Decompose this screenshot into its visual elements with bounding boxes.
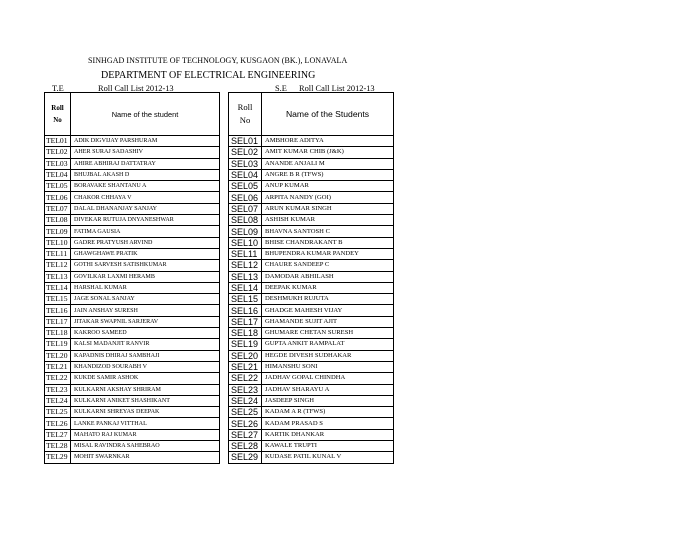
- se-name-cell: JADHAV SHARAYU A: [262, 384, 394, 395]
- te-name-cell: MAHATO RAJ KUMAR: [71, 429, 220, 440]
- se-name-cell: KAWALE TRUPTI: [262, 441, 394, 452]
- se-table-row: [229, 407, 394, 418]
- te-roll-cell: TEL27: [45, 429, 71, 440]
- se-table-row: [229, 339, 394, 350]
- te-table-row: [45, 237, 220, 248]
- se-table-row: [229, 395, 394, 406]
- se-roll-cell: SEL22: [229, 373, 262, 384]
- se-name-cell: ARPITA NANDY (GOI): [262, 192, 394, 203]
- te-table-row: [45, 407, 220, 418]
- te-table-row: [45, 136, 220, 147]
- se-name-cell: HEGDE DIVESH SUDHAKAR: [262, 350, 394, 361]
- se-name-cell: KADAM PRASAD S: [262, 418, 394, 429]
- te-roll-cell: TEL09: [45, 226, 71, 237]
- se-table-row: [229, 294, 394, 305]
- te-table-row: [45, 226, 220, 237]
- te-table-row: [45, 328, 220, 339]
- te-table-row: [45, 350, 220, 361]
- te-class-label: T.E: [52, 84, 64, 93]
- se-roll-cell: SEL21: [229, 361, 262, 372]
- se-name-cell: BHAVNA SANTOSH C: [262, 226, 394, 237]
- te-name-cell: AHER SURAJ SADASHIV: [71, 147, 220, 158]
- te-name-cell: JAIN ANSHAY SURESH: [71, 305, 220, 316]
- te-roll-cell: TEL12: [45, 260, 71, 271]
- se-roll-cell: SEL08: [229, 215, 262, 226]
- te-table-row: [45, 271, 220, 282]
- te-name-cell: GHAWGHAWE PRATIK: [71, 248, 220, 259]
- se-roll-cell: SEL18: [229, 328, 262, 339]
- se-name-cell: DAMODAR ABHILASH: [262, 271, 394, 282]
- te-name-cell: JAGE SONAL SANJAY: [71, 294, 220, 305]
- te-roll-cell: TEL16: [45, 305, 71, 316]
- se-name-cell: BHUPENDRA KUMAR PANDEY: [262, 248, 394, 259]
- te-table-row: [45, 282, 220, 293]
- se-roll-cell: SEL12: [229, 260, 262, 271]
- se-name-cell: ANUP KUMAR: [262, 181, 394, 192]
- se-table-row: [229, 361, 394, 372]
- te-roll-cell: TEL24: [45, 395, 71, 406]
- se-table-row: [229, 282, 394, 293]
- se-roll-cell: SEL05: [229, 181, 262, 192]
- se-roll-cell: SEL19: [229, 339, 262, 350]
- se-name-cell: KUDASE PATIL KUNAL V: [262, 452, 394, 463]
- te-name-cell: KHANDIZOD SOURABH V: [71, 361, 220, 372]
- te-name-cell: CHAKOR CHHAYA V: [71, 192, 220, 203]
- te-name-cell: DIVEKAR RUTUJA DNYANESHWAR: [71, 215, 220, 226]
- se-name-cell: GHUMARE CHETAN SURESH: [262, 328, 394, 339]
- se-table-row: [229, 158, 394, 169]
- te-name-header: Name of the student: [71, 93, 220, 136]
- te-roll-cell: TEL11: [45, 248, 71, 259]
- te-roll-cell: TEL05: [45, 181, 71, 192]
- te-table-row: [45, 373, 220, 384]
- se-roll-cell: SEL25: [229, 407, 262, 418]
- te-roll-cell: TEL23: [45, 384, 71, 395]
- se-table-row: [229, 181, 394, 192]
- te-roll-cell: TEL04: [45, 169, 71, 180]
- te-name-cell: HARSHAL KUMAR: [71, 282, 220, 293]
- te-table-row: [45, 158, 220, 169]
- se-name-cell: ARUN KUMAR SINGH: [262, 203, 394, 214]
- te-roll-cell: TEL10: [45, 237, 71, 248]
- department-name: DEPARTMENT OF ELECTRICAL ENGINEERING: [101, 70, 316, 81]
- te-roll-cell: TEL28: [45, 441, 71, 452]
- se-name-cell: CHAURE SANDEEP C: [262, 260, 394, 271]
- te-name-cell: ADIK DIGVIJAY PARSHURAM: [71, 136, 220, 147]
- te-name-cell: BHUJBAL AKASH D: [71, 169, 220, 180]
- te-name-cell: MISAL RAVINDRA SAHEBRAO: [71, 441, 220, 452]
- te-table-row: [45, 418, 220, 429]
- te-roll-cell: TEL07: [45, 203, 71, 214]
- te-table-row: [45, 215, 220, 226]
- te-name-cell: KULKARNI SHREYAS DEEPAK: [71, 407, 220, 418]
- te-roll-cell: TEL17: [45, 316, 71, 327]
- te-table-row: [45, 361, 220, 372]
- te-roll-cell: TEL02: [45, 147, 71, 158]
- te-table-row: [45, 441, 220, 452]
- se-roll-cell: SEL26: [229, 418, 262, 429]
- se-name-cell: JADHAV GOPAL CHINDHA: [262, 373, 394, 384]
- institute-name: SINHGAD INSTITUTE OF TECHNOLOGY, KUSGAON (BK.), LONAVALA: [88, 56, 348, 65]
- te-name-cell: FATIMA GAUSIA: [71, 226, 220, 237]
- se-class-label: S.E: [275, 84, 287, 93]
- te-name-cell: JITAKAR SWAPNIL SARJERAV: [71, 316, 220, 327]
- te-roll-cell: TEL22: [45, 373, 71, 384]
- se-roll-cell: SEL11: [229, 248, 262, 259]
- se-roll-cell: SEL24: [229, 395, 262, 406]
- se-table-row: [229, 260, 394, 271]
- se-roll-cell: SEL02: [229, 147, 262, 158]
- se-table-row: [229, 271, 394, 282]
- se-table-row: [229, 203, 394, 214]
- te-name-cell: KULKARNI AKSHAY SHRIRAM: [71, 384, 220, 395]
- te-name-cell: KAPADNIS DHIRAJ SAMBHAJI: [71, 350, 220, 361]
- te-roll-cell: TEL15: [45, 294, 71, 305]
- te-table-row: [45, 203, 220, 214]
- se-table-row: [229, 418, 394, 429]
- se-table-row: [229, 192, 394, 203]
- se-table-row: [229, 452, 394, 463]
- se-table-row: [229, 441, 394, 452]
- te-table-row: [45, 339, 220, 350]
- se-table-row: [229, 373, 394, 384]
- te-name-cell: MOHIT SWARNKAR: [71, 452, 220, 463]
- se-roll-cell: SEL10: [229, 237, 262, 248]
- te-roll-cell: TEL06: [45, 192, 71, 203]
- se-table-row: [229, 429, 394, 440]
- se-roll-table: [228, 92, 394, 464]
- te-table-row: [45, 248, 220, 259]
- te-table-row: [45, 169, 220, 180]
- se-name-cell: KARTIK DHANKAR: [262, 429, 394, 440]
- te-roll-cell: TEL08: [45, 215, 71, 226]
- te-roll-cell: TEL13: [45, 271, 71, 282]
- se-table-row: [229, 226, 394, 237]
- se-roll-cell: SEL01: [229, 136, 262, 147]
- te-roll-header: Roll No: [45, 93, 71, 136]
- se-roll-cell: SEL14: [229, 282, 262, 293]
- se-roll-cell: SEL17: [229, 316, 262, 327]
- se-name-cell: KADAM A R (TFWS): [262, 407, 394, 418]
- te-table-row: [45, 316, 220, 327]
- te-name-cell: AHIRE ABHIRAJ DATTATRAY: [71, 158, 220, 169]
- se-roll-cell: SEL15: [229, 294, 262, 305]
- se-name-cell: GUPTA ANKIT RAMPALAT: [262, 339, 394, 350]
- se-name-cell: BHISE CHANDRAKANT B: [262, 237, 394, 248]
- te-roll-table: [44, 92, 220, 464]
- se-name-cell: AMBHORE ADITYA: [262, 136, 394, 147]
- se-table-row: [229, 328, 394, 339]
- se-name-cell: ANANDE ANJALI M: [262, 158, 394, 169]
- te-list-title: Roll Call List 2012-13: [98, 84, 174, 93]
- te-table-row: [45, 452, 220, 463]
- te-roll-cell: TEL21: [45, 361, 71, 372]
- te-table-row: [45, 429, 220, 440]
- te-roll-cell: TEL03: [45, 158, 71, 169]
- te-table-row: [45, 294, 220, 305]
- se-name-header: Name of the Students: [262, 93, 394, 136]
- te-roll-cell: TEL20: [45, 350, 71, 361]
- se-name-cell: GHAMANDE SUJIT AJIT: [262, 316, 394, 327]
- se-table-row: [229, 215, 394, 226]
- te-table-row: [45, 260, 220, 271]
- se-name-cell: DESHMUKH RUJUTA: [262, 294, 394, 305]
- te-table-row: [45, 147, 220, 158]
- te-name-cell: GOTHI SARVESH SATISHKUMAR: [71, 260, 220, 271]
- te-roll-cell: TEL29: [45, 452, 71, 463]
- te-table-row: [45, 395, 220, 406]
- se-name-cell: GHADGE MAHESH VIJAY: [262, 305, 394, 316]
- se-table-row: [229, 169, 394, 180]
- te-name-cell: KUKDE SAMIR ASHOK: [71, 373, 220, 384]
- se-roll-cell: SEL29: [229, 452, 262, 463]
- se-roll-cell: SEL13: [229, 271, 262, 282]
- se-roll-cell: SEL16: [229, 305, 262, 316]
- se-table-row: [229, 316, 394, 327]
- se-roll-cell: SEL20: [229, 350, 262, 361]
- te-roll-cell: TEL18: [45, 328, 71, 339]
- se-roll-cell: SEL06: [229, 192, 262, 203]
- se-roll-header: Roll No: [229, 93, 262, 136]
- se-table-row: [229, 237, 394, 248]
- se-roll-cell: SEL28: [229, 441, 262, 452]
- te-roll-cell: TEL19: [45, 339, 71, 350]
- te-roll-cell: TEL25: [45, 407, 71, 418]
- te-table-row: [45, 192, 220, 203]
- se-table-row: [229, 136, 394, 147]
- se-table-row: [229, 305, 394, 316]
- te-name-cell: KALSI MADANJIT RANVIR: [71, 339, 220, 350]
- se-roll-cell: SEL04: [229, 169, 262, 180]
- se-name-cell: ASHISH KUMAR: [262, 215, 394, 226]
- se-roll-cell: SEL09: [229, 226, 262, 237]
- se-roll-cell: SEL27: [229, 429, 262, 440]
- se-name-cell: AMIT KUMAR CHIB (J&K): [262, 147, 394, 158]
- se-roll-cell: SEL23: [229, 384, 262, 395]
- se-table-row: [229, 147, 394, 158]
- te-name-cell: KAKROO SAMEED: [71, 328, 220, 339]
- te-name-cell: GADRE PRATYUSH ARVIND: [71, 237, 220, 248]
- te-name-cell: LANKE PANKAJ VITTHAL: [71, 418, 220, 429]
- te-name-cell: DALAL DHANANJAY SANJAY: [71, 203, 220, 214]
- te-name-cell: BORAVAKE SHANTANU A: [71, 181, 220, 192]
- se-table-row: [229, 248, 394, 259]
- se-name-cell: ANGRE B R (TFWS): [262, 169, 394, 180]
- te-table-row: [45, 181, 220, 192]
- te-roll-cell: TEL01: [45, 136, 71, 147]
- se-name-cell: DEEPAK KUMAR: [262, 282, 394, 293]
- se-list-title: Roll Call List 2012-13: [299, 84, 375, 93]
- se-roll-cell: SEL03: [229, 158, 262, 169]
- se-name-cell: JASDEEP SINGH: [262, 395, 394, 406]
- te-name-cell: GOVILKAR LAXMI HERAMB: [71, 271, 220, 282]
- te-table-row: [45, 384, 220, 395]
- te-table-row: [45, 305, 220, 316]
- se-name-cell: HIMANSHU SONI: [262, 361, 394, 372]
- te-roll-cell: TEL26: [45, 418, 71, 429]
- te-name-cell: KULKARNI ANIKET SHASHIKANT: [71, 395, 220, 406]
- se-table-row: [229, 384, 394, 395]
- se-table-row: [229, 350, 394, 361]
- se-roll-cell: SEL07: [229, 203, 262, 214]
- te-roll-cell: TEL14: [45, 282, 71, 293]
